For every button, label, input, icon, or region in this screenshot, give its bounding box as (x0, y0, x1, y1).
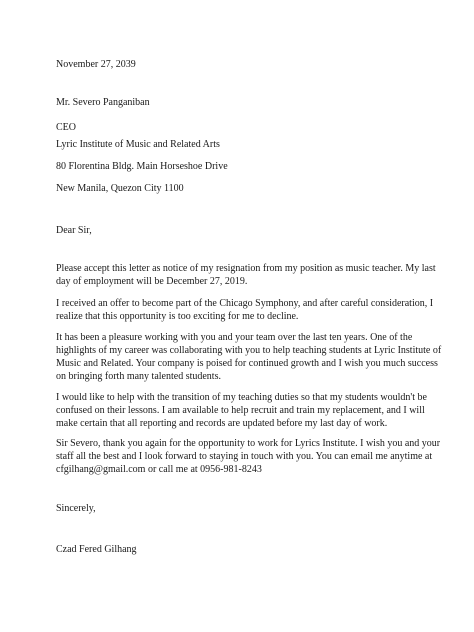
paragraph-line: Music and Related. Your company is poised for continued growth and I wish you much success (56, 358, 438, 369)
paragraph-line: realize that this opportunity is too exciting for me to decline. (56, 311, 299, 322)
letter-date: November 27, 2039 (56, 59, 136, 70)
body-paragraph-5 (56, 437, 441, 476)
salutation: Dear Sir, (56, 225, 92, 236)
paragraph-line: confused on their lessons. I am available to help recruit and train my replacement, and I will (56, 405, 425, 416)
recipient-address-line1: 80 Florentina Bldg. Main Horseshoe Drive (56, 161, 228, 172)
paragraph-line: day of employment will be December 27, 2019. (56, 276, 248, 287)
body-paragraph-4 (56, 391, 427, 430)
recipient-address-line2: New Manila, Quezon City 1100 (56, 183, 184, 194)
paragraph-line: on bringing forth many talented students. (56, 371, 221, 382)
body-paragraph-3 (56, 331, 442, 383)
paragraph-line: Sir Severo, thank you again for the opportunity to work for Lyrics Institute. I wish you and your (56, 438, 441, 449)
paragraph-line: cfgilhang@gmail.com or call me at 0956-981-8243 (56, 464, 262, 475)
paragraph-line: It has been a pleasure working with you and your team over the last ten years. One of the (56, 332, 413, 343)
paragraph-line: highlights of my career was collaborating with you to help teaching students at Lyric Institute of (56, 345, 442, 356)
body-paragraph-1 (56, 262, 436, 288)
paragraph-line: staff all the best and I look forward to staying in touch with you. You can email me anytime at (56, 451, 433, 462)
signature-name: Czad Fered Gilhang (56, 544, 137, 555)
recipient-title: CEO (56, 122, 76, 133)
recipient-name: Mr. Severo Panganiban (56, 97, 150, 108)
paragraph-line: Please accept this letter as notice of my resignation from my position as music teacher. My last (56, 263, 436, 274)
paragraph-line: I received an offer to become part of the Chicago Symphony, and after careful consideration, I (56, 298, 434, 309)
paragraph-line: I would like to help with the transition of my teaching duties so that my students wouldn't be (56, 392, 427, 403)
recipient-company: Lyric Institute of Music and Related Arts (56, 139, 220, 150)
closing: Sincerely, (56, 503, 96, 514)
paragraph-line: make certain that all reporting and records are updated before my last day of work. (56, 418, 388, 429)
body-paragraph-2 (56, 297, 434, 323)
